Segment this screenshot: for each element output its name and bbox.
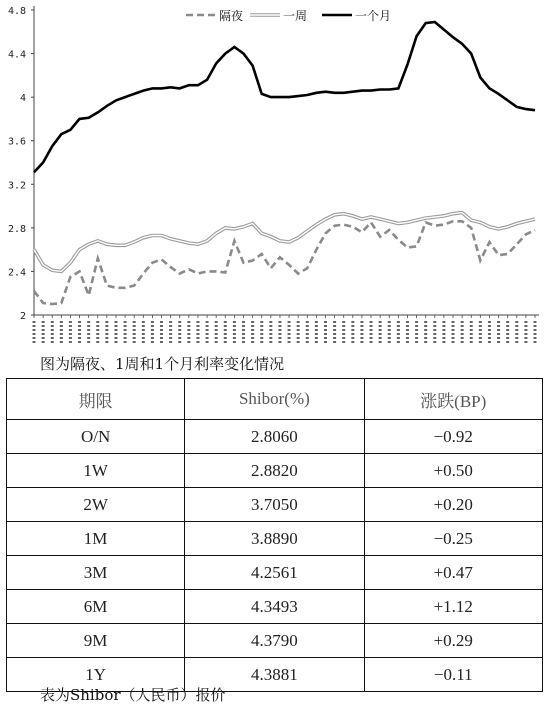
y-tick-label: 3.6 bbox=[7, 136, 26, 148]
y-tick-label: 2.8 bbox=[7, 223, 26, 235]
y-tick-label: 2.4 bbox=[7, 267, 26, 279]
table-row bbox=[7, 420, 543, 454]
term-cell: 2W bbox=[7, 488, 185, 522]
rate-cell: 4.3493 bbox=[185, 590, 364, 624]
legend-label: 一个月 bbox=[355, 9, 392, 23]
y-tick-label: 4.4 bbox=[7, 49, 26, 61]
table-row bbox=[7, 590, 543, 624]
change-cell: −0.25 bbox=[364, 522, 542, 556]
term-cell: 1M bbox=[7, 522, 185, 556]
table-caption: 表为Shibor（人民币）报价 bbox=[40, 686, 226, 704]
header-change: 涨跌(BP) bbox=[364, 379, 542, 420]
y-tick-label: 4 bbox=[19, 93, 26, 105]
legend-label: 一周 bbox=[283, 9, 308, 23]
change-cell: −0.11 bbox=[364, 658, 542, 692]
rate-cell: 2.8060 bbox=[185, 420, 364, 454]
term-cell: 6M bbox=[7, 590, 185, 624]
term-cell: 1W bbox=[7, 454, 185, 488]
term-cell: 1Y bbox=[7, 658, 185, 692]
shibor-table bbox=[6, 378, 543, 692]
table-row bbox=[7, 522, 543, 556]
y-tick-label: 2 bbox=[19, 311, 26, 322]
legend-label: 隔夜 bbox=[219, 9, 244, 23]
header-shibor: Shibor(%) bbox=[185, 379, 364, 420]
chart-caption: 图为隔夜、1周和1个月利率变化情况 bbox=[40, 355, 285, 373]
term-cell: O/N bbox=[7, 420, 185, 454]
table-row bbox=[7, 454, 543, 488]
table-row bbox=[7, 488, 543, 522]
change-cell: −0.92 bbox=[364, 420, 542, 454]
rate-cell: 4.3790 bbox=[185, 624, 364, 658]
rate-line-chart bbox=[0, 0, 549, 345]
y-tick-label: 3.2 bbox=[7, 180, 26, 192]
table-row bbox=[7, 556, 543, 590]
change-cell: +0.20 bbox=[364, 488, 542, 522]
series-line-overnight bbox=[34, 221, 535, 304]
term-cell: 9M bbox=[7, 624, 185, 658]
table-row bbox=[7, 624, 543, 658]
rate-cell: 4.3881 bbox=[185, 658, 364, 692]
change-cell: +0.47 bbox=[364, 556, 542, 590]
rate-cell: 4.2561 bbox=[185, 556, 364, 590]
term-cell: 3M bbox=[7, 556, 185, 590]
rate-cell: 2.8820 bbox=[185, 454, 364, 488]
change-cell: +1.12 bbox=[364, 590, 542, 624]
rate-cell: 3.8890 bbox=[185, 522, 364, 556]
table-header-row bbox=[7, 379, 543, 420]
change-cell: +0.50 bbox=[364, 454, 542, 488]
series-line-one-month bbox=[34, 22, 535, 172]
change-cell: +0.29 bbox=[364, 624, 542, 658]
rate-cell: 3.7050 bbox=[185, 488, 364, 522]
header-term: 期限 bbox=[7, 379, 185, 420]
y-tick-label: 4.8 bbox=[7, 6, 26, 17]
